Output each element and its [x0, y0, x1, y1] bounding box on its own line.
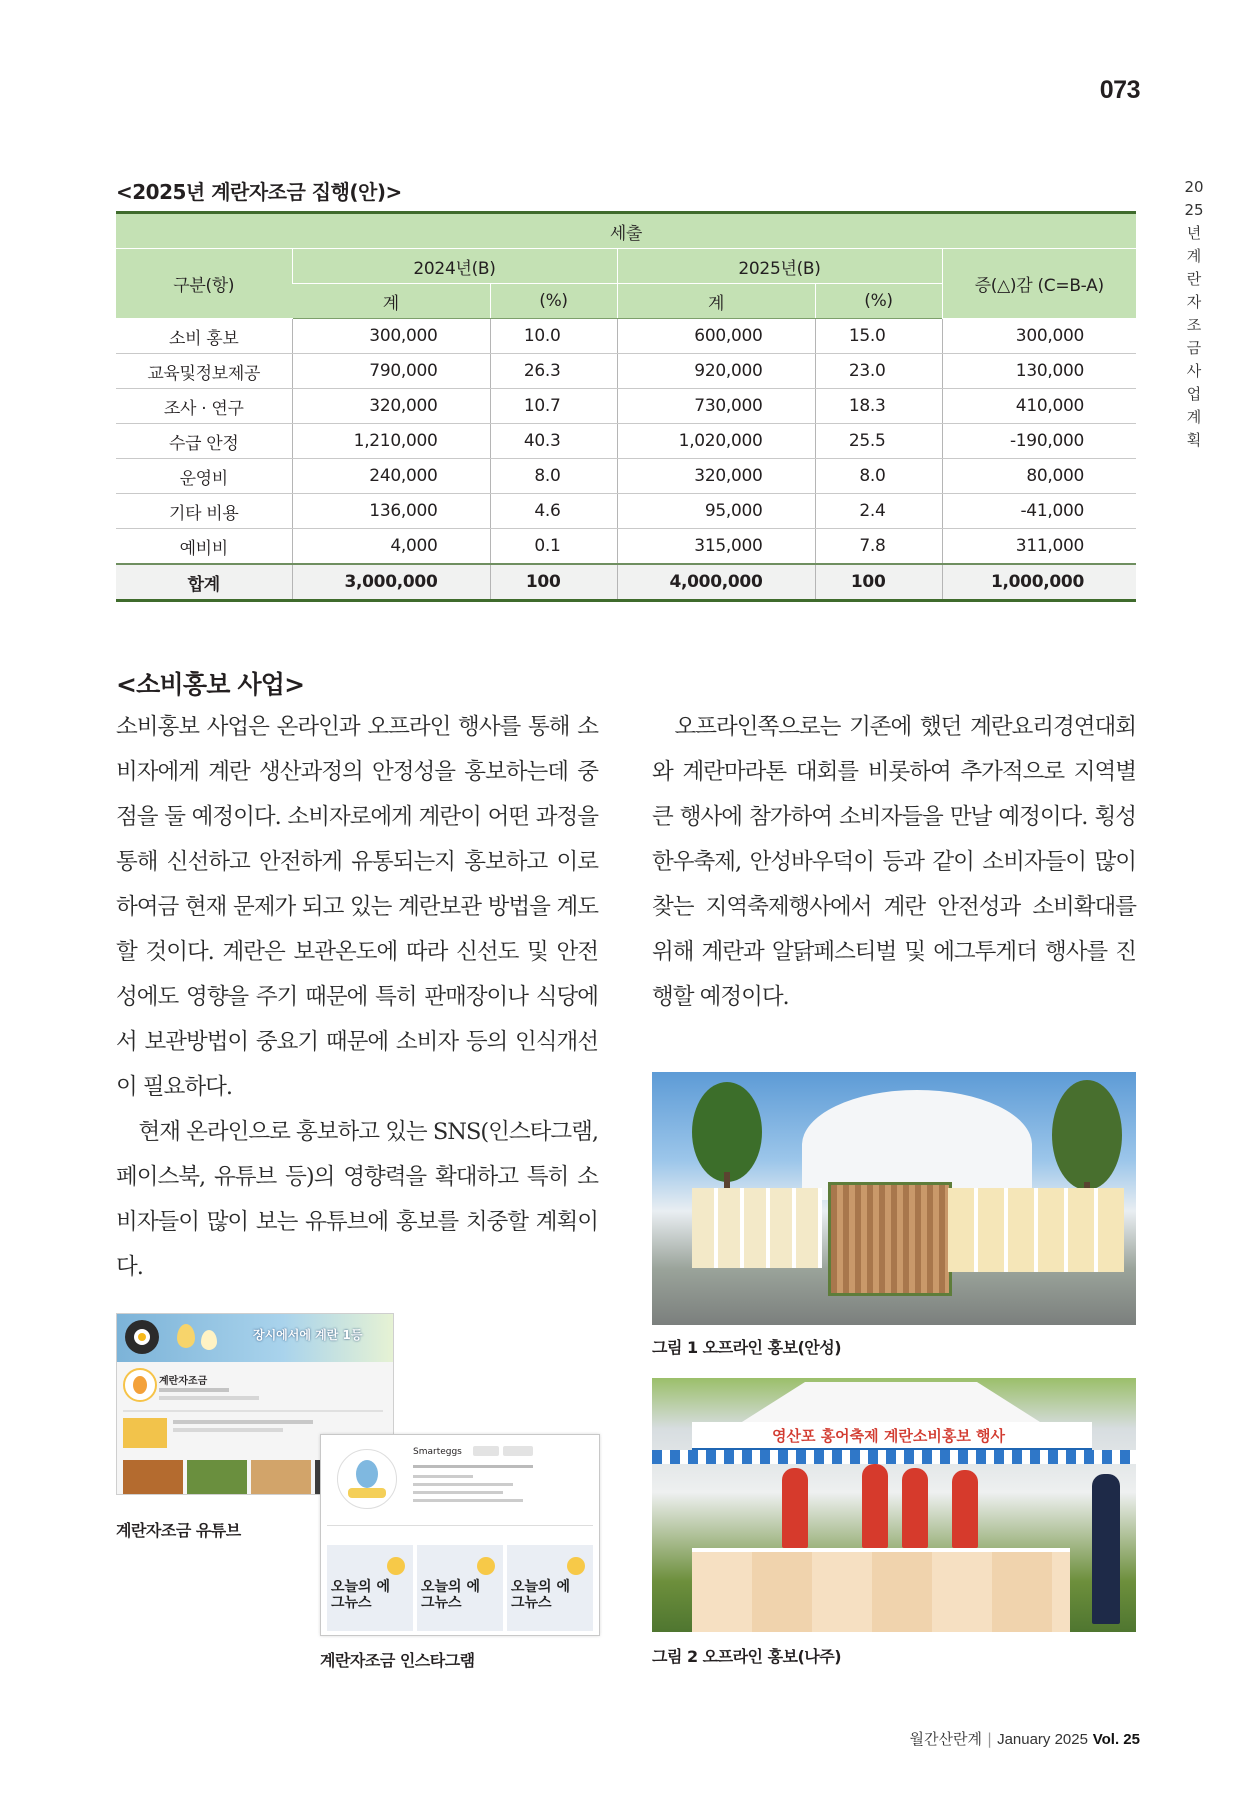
video-thumbnail: [123, 1418, 167, 1448]
promo-table: [692, 1548, 1070, 1632]
issue-date: January 2025: [997, 1731, 1088, 1748]
body-column-right: [652, 705, 1136, 1020]
table-row: [116, 424, 1136, 459]
event-banner-text: 영산포 홍어축제 계란소비홍보 행사: [772, 1427, 1006, 1445]
page-footer: 월간산란계 | January 2025 Vol. 25: [909, 1730, 1140, 1748]
instagram-caption: 계란자조금 인스타그램: [320, 1651, 475, 1670]
video-thumbnail: [187, 1460, 247, 1494]
photo1-caption: 그림 1 오프라인 홍보(안성): [652, 1338, 842, 1357]
channel-name: 계란자조금: [159, 1376, 208, 1387]
section-title: <소비홍보 사업>: [116, 670, 305, 699]
table-header-category: 구분(항): [116, 249, 292, 319]
cell-change: -190,000: [942, 424, 1136, 459]
cell-2024-sum: 4,000: [292, 529, 490, 565]
instagram-post-tile: [327, 1545, 413, 1631]
total-name: 합계: [116, 564, 292, 601]
tile-text: 오늘의 에그뉴스: [511, 1579, 570, 1611]
youtube-banner: [117, 1314, 393, 1362]
youtube-caption: 계란자조금 유튜브: [116, 1521, 241, 1540]
cell-change: 410,000: [942, 389, 1136, 424]
row-name: 운영비: [116, 459, 292, 494]
cell-change: 311,000: [942, 529, 1136, 565]
video-thumbnail: [123, 1460, 183, 1494]
cell-2024-sum: 240,000: [292, 459, 490, 494]
cell-2025-pct: 7.8: [815, 529, 942, 565]
cell-change: 130,000: [942, 354, 1136, 389]
cell-2024-sum: 300,000: [292, 319, 490, 354]
cell-2024-pct: 26.3: [490, 354, 617, 389]
cell-2024-pct: 4.6: [490, 494, 617, 529]
cell-2025-pct: 15.0: [815, 319, 942, 354]
cell-2025-pct: 18.3: [815, 389, 942, 424]
visitor-person: [1092, 1474, 1120, 1624]
staff-person: [952, 1470, 978, 1548]
egg-icon: [177, 1324, 195, 1348]
table-row: [116, 354, 1136, 389]
cell-2024-pct: 40.3: [490, 424, 617, 459]
table-row: [116, 459, 1136, 494]
body-paragraph: 현재 온라인으로 홍보하고 있는 SNS(인스타그램, 페이스북, 유튜브 등)의 영향력을 확대하고 특히 소비자들이 많이 보는 유튜브에 홍보를 치중할 계획이다.: [116, 1119, 598, 1280]
cell-2025-pct: 25.5: [815, 424, 942, 459]
cell-2024-pct: 0.1: [490, 529, 617, 565]
row-name: 교육및정보제공: [116, 354, 292, 389]
table-row: [116, 529, 1136, 565]
table-header-sum: 계: [617, 284, 815, 319]
total-2024-sum: 3,000,000: [292, 564, 490, 601]
row-name: 기타 비용: [116, 494, 292, 529]
instagram-post-tile: [507, 1545, 593, 1631]
cell-2025-pct: 23.0: [815, 354, 942, 389]
tree-icon: [1052, 1080, 1122, 1190]
total-2025-pct: 100: [815, 564, 942, 601]
table-row: [116, 389, 1136, 424]
row-name: 수급 안정: [116, 424, 292, 459]
table-title: <2025년 계란자조금 집행(안)>: [116, 180, 402, 204]
table-header-change: 증(△)감 (C=B-A): [942, 249, 1136, 319]
volume-number: Vol. 25: [1092, 1731, 1140, 1748]
cell-2024-pct: 10.7: [490, 389, 617, 424]
offline-promo-photo-anseong: [652, 1072, 1136, 1325]
cell-2025-sum: 1,020,000: [617, 424, 815, 459]
offline-promo-photo-naju: [652, 1378, 1136, 1632]
total-2025-sum: 4,000,000: [617, 564, 815, 601]
table-row: [116, 319, 1136, 354]
egg-icon: [477, 1557, 495, 1575]
table-header-sum: 계: [292, 284, 490, 319]
staff-person: [862, 1464, 888, 1548]
cell-2025-sum: 95,000: [617, 494, 815, 529]
event-banner: [692, 1422, 1092, 1450]
message-button: [503, 1446, 533, 1456]
egg-icon: [567, 1557, 585, 1575]
table-header-pct: (%): [815, 284, 942, 319]
egg-icon: [387, 1557, 405, 1575]
photo2-caption: 그림 2 오프라인 홍보(나주): [652, 1647, 842, 1666]
body-paragraph: 소비홍보 사업은 온라인과 오프라인 행사를 통해 소비자에게 계란 생산과정의 안정성을 홍보하는데 중점을 둘 예정이다. 소비자로에게 계란이 어떤 과정을 통해 신선하고 안전하게 유통되는지 홍보하고 이로 하여금 현재 문제가 되고 있는 계란보관 방법을 계도할 것이다. 계란은 보관온도에 따라 신선도 및 안전성에도 영향을 주기 때문에 특히 판매장이나 식당에서 보관방법이 중요기 때문에 소비자 등의 인식개선이 필요하다.: [116, 714, 598, 1100]
staff-person: [902, 1468, 928, 1548]
budget-table: [116, 211, 1136, 602]
instagram-screenshot: [320, 1434, 600, 1636]
cell-2025-sum: 730,000: [617, 389, 815, 424]
cell-2024-sum: 136,000: [292, 494, 490, 529]
cell-2024-pct: 10.0: [490, 319, 617, 354]
table-header-year-b: 2025년(B): [617, 249, 942, 284]
tree-icon: [692, 1082, 762, 1182]
instagram-avatar: [337, 1449, 397, 1509]
table-row: [116, 494, 1136, 529]
body-paragraph: 오프라인쪽으로는 기존에 했던 계란요리경연대회와 계란마라톤 대회를 비롯하여 추가적으로 지역별 큰 행사에 참가하여 소비자들을 만날 예정이다. 횡성한우축제, 안성바우덕이 등과 같이 소비자들이 많이 찾는 지역축제행사에서 계란 안전성과 소비확대를 위해 계란과 알닭페스티벌 및 에그투게더 행사를 진행할 예정이다.: [652, 714, 1136, 1010]
instagram-handle: Smarteggs: [413, 1447, 462, 1457]
promo-banner-stands: [948, 1188, 1124, 1272]
youtube-banner-text: 장시에서에 계란 1등: [253, 1328, 363, 1342]
cell-2025-sum: 920,000: [617, 354, 815, 389]
cell-2025-sum: 320,000: [617, 459, 815, 494]
table-header-pct: (%): [490, 284, 617, 319]
row-name: 조사 · 연구: [116, 389, 292, 424]
cell-2025-pct: 2.4: [815, 494, 942, 529]
cell-2025-sum: 315,000: [617, 529, 815, 565]
follow-button: [473, 1446, 499, 1456]
table-total-row: [116, 564, 1136, 601]
table-header-top: 세출: [116, 213, 1136, 249]
staff-person: [782, 1468, 808, 1548]
cell-2024-sum: 1,210,000: [292, 424, 490, 459]
cell-2025-sum: 600,000: [617, 319, 815, 354]
side-section-label: 2025년 계란자조금 사업계획: [1184, 178, 1204, 449]
row-name: 예비비: [116, 529, 292, 565]
cell-2024-sum: 790,000: [292, 354, 490, 389]
tile-text: 오늘의 에그뉴스: [421, 1579, 480, 1611]
frying-pan-icon: [125, 1320, 159, 1354]
total-2024-pct: 100: [490, 564, 617, 601]
total-change: 1,000,000: [942, 564, 1136, 601]
row-name: 소비 홍보: [116, 319, 292, 354]
egg-icon: [201, 1330, 217, 1350]
channel-avatar: [123, 1368, 157, 1402]
body-column-left: [116, 705, 598, 1290]
egg-tray-wall: [828, 1182, 952, 1296]
magazine-name: 월간산란계: [909, 1730, 982, 1748]
video-thumbnail: [251, 1460, 311, 1494]
table-header-year-a: 2024년(B): [292, 249, 617, 284]
promo-banner-stands: [692, 1188, 822, 1268]
cell-2024-pct: 8.0: [490, 459, 617, 494]
cell-change: 300,000: [942, 319, 1136, 354]
cell-2024-sum: 320,000: [292, 389, 490, 424]
tile-text: 오늘의 에그뉴스: [331, 1579, 390, 1611]
page-number: 073: [1099, 76, 1140, 104]
cell-2025-pct: 8.0: [815, 459, 942, 494]
instagram-post-tile: [417, 1545, 503, 1631]
cell-change: 80,000: [942, 459, 1136, 494]
cell-change: -41,000: [942, 494, 1136, 529]
